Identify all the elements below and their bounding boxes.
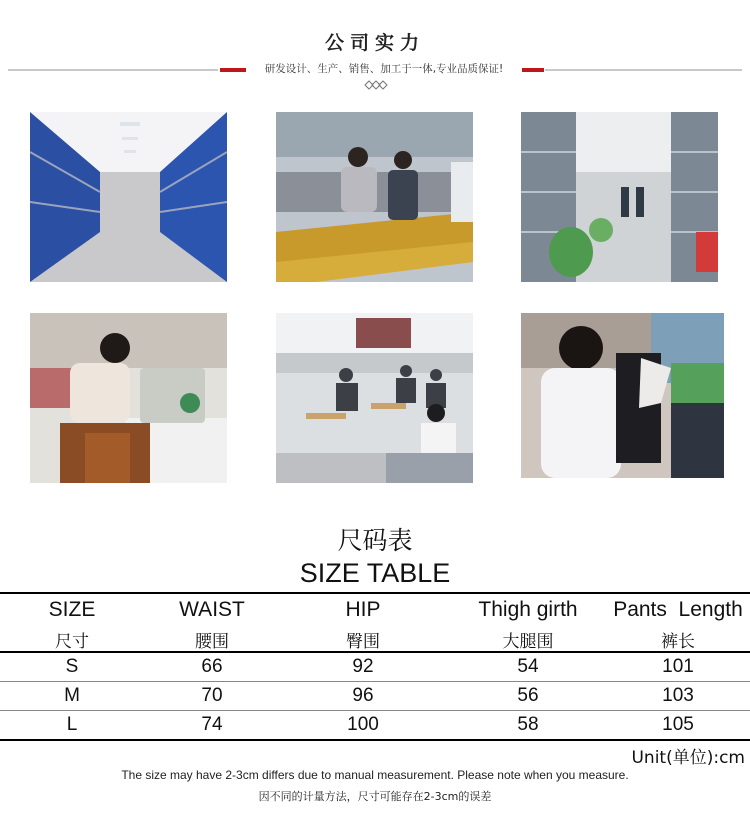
- table-cell-waist: 66: [201, 656, 223, 677]
- company-subtitle: 研发设计、生产、销售、加工于一体,专业品质保证!: [264, 63, 504, 75]
- table-cell-thigh: 58: [517, 714, 539, 735]
- table-cell-length: 105: [662, 714, 694, 735]
- diamond-ornament-icon: [364, 80, 388, 90]
- table-top-border: [0, 592, 750, 594]
- table-cell-length: 101: [662, 656, 694, 677]
- table-cell-waist: 74: [201, 714, 223, 735]
- table-cell-hip: 92: [352, 656, 374, 677]
- column-header-waist: WAIST: [179, 598, 245, 621]
- sewing-worker-photo: [30, 313, 227, 483]
- table-cell-waist: 70: [201, 685, 223, 706]
- column-header-hip: HIP: [345, 598, 381, 621]
- column-header-hip-cn: 臀围: [346, 632, 380, 652]
- table-cell-hip: 96: [352, 685, 374, 706]
- table-bottom-border: [0, 739, 750, 741]
- table-cell-length: 103: [662, 685, 694, 706]
- column-header-thigh-cn: 大腿围: [502, 632, 554, 652]
- accent-dash-right: [522, 68, 544, 72]
- column-header-length-cn: 裤长: [661, 632, 695, 652]
- company-strength-title: 公司实力: [324, 32, 425, 54]
- divider-left: [8, 69, 218, 71]
- column-header-waist-cn: 腰围: [195, 632, 229, 652]
- column-header-size: SIZE: [48, 598, 96, 621]
- accent-dash-left: [220, 68, 246, 72]
- column-header-thigh: Thigh girth: [478, 598, 578, 621]
- column-header-length: Pants Length: [613, 598, 743, 621]
- sewing-workshop-photo: [276, 313, 473, 483]
- table-cell-size: M: [64, 685, 80, 706]
- warehouse-aisle-photo: [30, 112, 227, 282]
- unit-note: Unit(单位):cm: [631, 748, 745, 768]
- garment-inspection-photo: [521, 313, 724, 478]
- column-header-size-cn: 尺寸: [55, 632, 89, 652]
- table-row-divider: [0, 710, 750, 711]
- measurement-note-cn: 因不同的计量方法，尺寸可能存在2-3cm的误差: [258, 790, 492, 803]
- warehouse-shelves-photo: [521, 112, 718, 282]
- table-row-divider: [0, 681, 750, 682]
- table-cell-thigh: 54: [517, 656, 539, 677]
- size-table-title-cn: 尺码表: [337, 526, 413, 555]
- table-cell-size: L: [66, 714, 78, 735]
- size-table-title-en: SIZE TABLE: [299, 558, 451, 588]
- table-cell-hip: 100: [347, 714, 379, 735]
- table-cell-size: S: [65, 656, 79, 677]
- measurement-note-en: The size may have 2-3cm differs due to manual measurement. Please note when you measure.: [121, 768, 629, 782]
- divider-right: [545, 69, 742, 71]
- fabric-cutting-workers-photo: [276, 112, 473, 282]
- table-cell-thigh: 56: [517, 685, 539, 706]
